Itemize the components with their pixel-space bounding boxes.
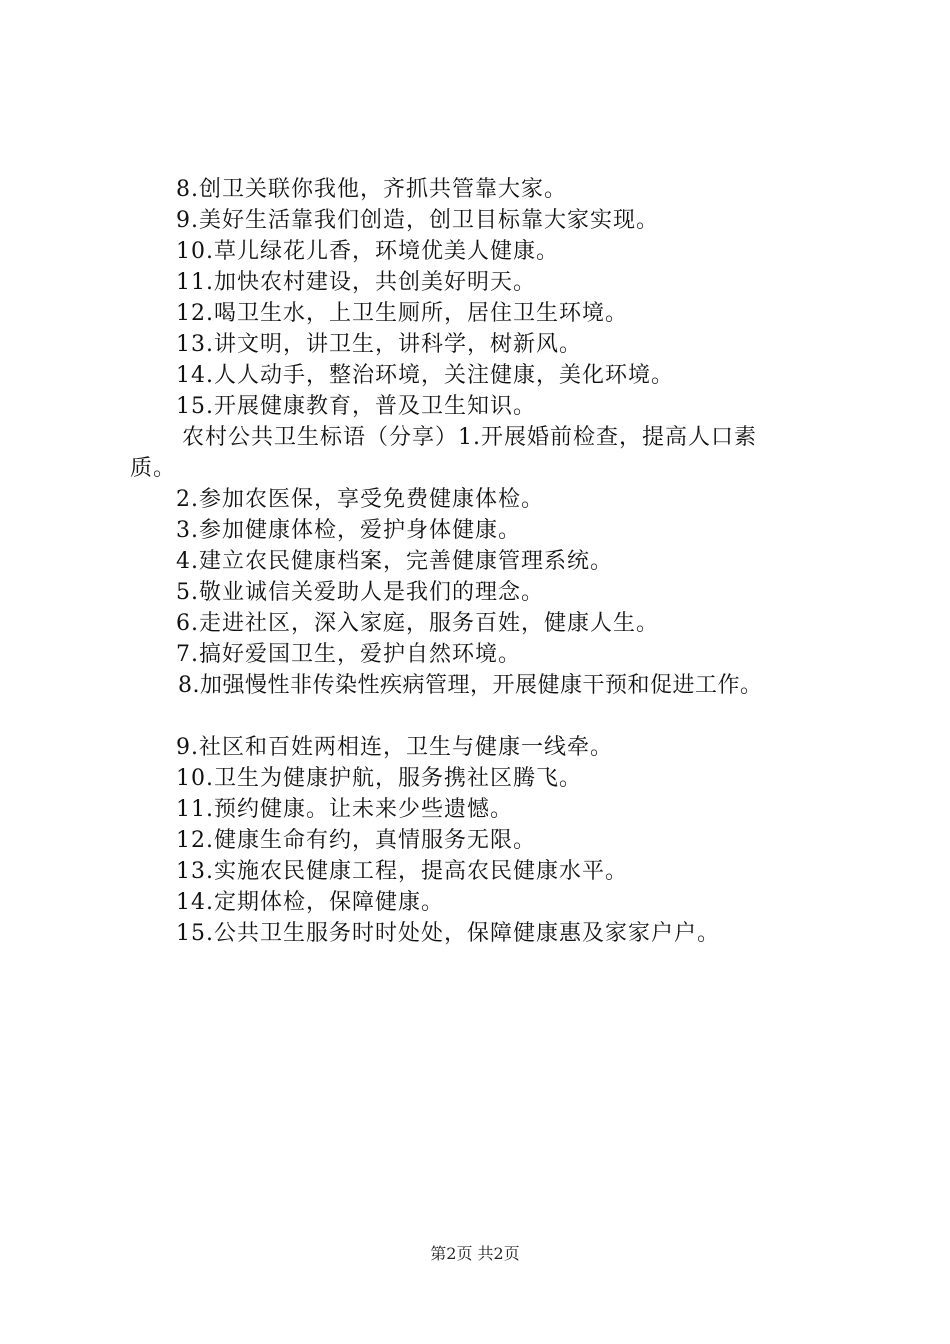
slogan-line: 8.创卫关联你我他，齐抓共管靠大家。 (176, 177, 567, 202)
slogan-line: 13.讲文明，讲卫生，讲科学，树新风。 (176, 332, 582, 357)
paragraph-gap (130, 701, 850, 732)
slogan-line: 8.加强慢性非传染性疾病管理，开展健康干预和促进工作。 (178, 673, 763, 698)
slogan-line: 11.预约健康。让未来少些遗憾。 (176, 797, 513, 822)
slogan-line: 4.建立农民健康档案，完善健康管理系统。 (176, 549, 613, 574)
section-heading-wrap: 质。 (130, 456, 177, 481)
slogan-line: 9.美好生活靠我们创造，创卫目标靠大家实现。 (176, 208, 659, 233)
slogan-line: 6.走进社区，深入家庭，服务百姓，健康人生。 (176, 611, 659, 636)
slogan-line: 11.加快农村建设，共创美好明天。 (176, 270, 536, 295)
slogan-line: 9.社区和百姓两相连，卫生与健康一线牵。 (176, 735, 613, 760)
slogan-line: 15.公共卫生服务时时处处，保障健康惠及家家户户。 (176, 921, 720, 946)
slogan-line: 13.实施农民健康工程，提高农民健康水平。 (176, 859, 628, 884)
slogan-line: 14.定期体检，保障健康。 (176, 890, 444, 915)
slogan-line: 12.健康生命有约，真情服务无限。 (176, 828, 536, 853)
slogan-line: 14.人人动手，整治环境，关注健康，美化环境。 (176, 363, 674, 388)
slogan-line: 3.参加健康体检，爱护身体健康。 (176, 518, 521, 543)
slogan-line: 7.搞好爱国卫生，爱护自然环境。 (176, 642, 521, 667)
slogan-line: 2.参加农医保，享受免费健康体检。 (176, 487, 544, 512)
document-body (130, 174, 850, 949)
slogan-line: 10.卫生为健康护航，服务携社区腾飞。 (176, 766, 582, 791)
page-footer: 第2页 共2页 (430, 1244, 520, 1263)
section-heading-line: 农村公共卫生标语（分享）1.开展婚前检查，提高人口素 (182, 425, 757, 450)
slogan-line: 5.敬业诚信关爱助人是我们的理念。 (176, 580, 544, 605)
slogan-line: 12.喝卫生水，上卫生厕所，居住卫生环境。 (176, 301, 628, 326)
slogan-line: 15.开展健康教育，普及卫生知识。 (176, 394, 536, 419)
slogan-line: 10.草儿绿花儿香，环境优美人健康。 (176, 239, 559, 264)
